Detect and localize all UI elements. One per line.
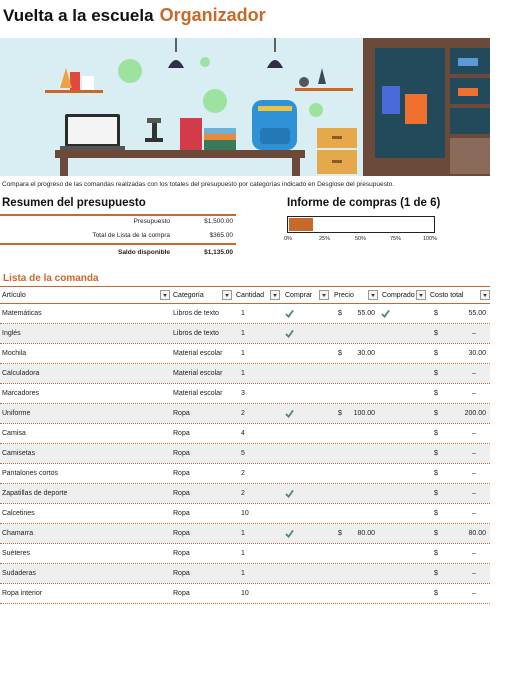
table-row[interactable] [0, 444, 490, 464]
item-cell: Mochila [2, 350, 27, 357]
total-currency: $ [434, 330, 438, 337]
item-cell: Matemáticas [2, 310, 42, 317]
total-currency: $ [434, 570, 438, 577]
qty-cell: 3 [241, 390, 245, 397]
category-cell: Ropa [173, 570, 190, 577]
budget-value: $365.00 [209, 232, 233, 239]
table-row[interactable] [0, 324, 490, 344]
total-cell: – [472, 550, 476, 557]
buy-check-icon[interactable] [285, 309, 294, 318]
balance-label: Saldo disponible [117, 249, 170, 256]
total-cell: – [472, 590, 476, 597]
total-cell: – [472, 430, 476, 437]
total-currency: $ [434, 370, 438, 377]
banner-illustration [0, 38, 490, 176]
item-cell: Sudaderas [2, 570, 36, 577]
price-cell: 100.00 [353, 410, 375, 417]
table-row[interactable] [0, 504, 490, 524]
title-accent: Organizador [159, 5, 266, 25]
total-cell: – [472, 490, 476, 497]
category-cell: Libros de texto [173, 310, 219, 317]
tick-label: 100% [423, 236, 438, 242]
item-cell: Zapatillas de deporte [2, 490, 68, 497]
table-row[interactable] [0, 484, 490, 504]
total-currency: $ [434, 550, 438, 557]
budget-label: Total de Lista de la compra [92, 232, 170, 239]
total-currency: $ [434, 390, 438, 397]
item-cell: Marcadores [2, 390, 39, 397]
report-heading: Informe de compras (1 de 6) [287, 197, 441, 209]
total-cell: 55.00 [468, 310, 486, 317]
total-currency: $ [434, 430, 438, 437]
qty-cell: 1 [241, 370, 245, 377]
price-currency: $ [338, 310, 342, 317]
tick-label: 0% [284, 236, 292, 242]
title-main: Vuelta a la escuela [3, 6, 154, 25]
table-row[interactable] [0, 584, 490, 604]
total-currency: $ [434, 450, 438, 457]
table-row[interactable] [0, 384, 490, 404]
category-cell: Material escolar [173, 350, 223, 357]
category-cell: Ropa [173, 450, 190, 457]
col-header-price: Precio [334, 292, 354, 299]
price-cell: 80.00 [357, 530, 375, 537]
total-cell: – [472, 470, 476, 477]
item-cell: Pantalones cortos [2, 470, 59, 477]
filter-dropdown-qty[interactable] [270, 290, 280, 300]
filter-dropdown-category[interactable] [222, 290, 232, 300]
item-cell: Calculadora [2, 370, 40, 377]
category-cell: Libros de texto [173, 330, 219, 337]
total-cell: 200.00 [464, 410, 486, 417]
qty-cell: 1 [241, 530, 245, 537]
filter-dropdown-price[interactable] [368, 290, 378, 300]
progress-fill [289, 218, 313, 231]
price-cell: 30.00 [357, 350, 375, 357]
page-title [3, 5, 266, 31]
budget-heading: Resumen del presupuesto [2, 197, 146, 209]
orders-rule [0, 286, 490, 287]
table-row[interactable] [0, 404, 490, 424]
total-cell: – [472, 450, 476, 457]
table-row[interactable] [0, 424, 490, 444]
qty-cell: 5 [241, 450, 245, 457]
col-header-qty: Cantidad [236, 292, 265, 299]
col-header-item: Artículo [2, 292, 26, 299]
total-currency: $ [434, 350, 438, 357]
total-currency: $ [434, 310, 438, 317]
col-header-buy: Comprar [285, 292, 313, 299]
table-row[interactable] [0, 304, 490, 324]
bought-check-icon[interactable] [381, 309, 390, 318]
table-row[interactable] [0, 544, 490, 564]
table-header [0, 289, 490, 303]
budget-label: Presupuesto [133, 218, 170, 225]
item-cell: Camisa [2, 430, 26, 437]
item-cell: Calcetines [2, 510, 35, 517]
qty-cell: 2 [241, 470, 245, 477]
category-cell: Ropa [173, 470, 190, 477]
progress-ticks [284, 236, 444, 244]
total-cell: – [472, 510, 476, 517]
total-cell: – [472, 570, 476, 577]
category-cell: Material escolar [173, 370, 223, 377]
balance-value: $1,135.00 [204, 249, 233, 256]
buy-check-icon[interactable] [285, 329, 294, 338]
qty-cell: 10 [241, 590, 249, 597]
category-cell: Ropa [173, 590, 190, 597]
budget-row [0, 218, 236, 230]
buy-check-icon[interactable] [285, 489, 294, 498]
item-cell: Suéteres [2, 550, 31, 557]
table-row[interactable] [0, 344, 490, 364]
filter-dropdown-buy[interactable] [319, 290, 329, 300]
desk-scene-illustration [0, 38, 490, 176]
qty-cell: 1 [241, 310, 245, 317]
category-cell: Ropa [173, 530, 190, 537]
price-cell: 55.00 [357, 310, 375, 317]
qty-cell: 1 [241, 550, 245, 557]
category-cell: Ropa [173, 510, 190, 517]
total-cell: – [472, 330, 476, 337]
tick-label: 75% [390, 236, 402, 242]
col-header-total: Costo total [430, 292, 464, 299]
category-cell: Ropa [173, 430, 190, 437]
tick-label: 50% [355, 236, 367, 242]
col-header-category: Categoría [173, 292, 204, 299]
buy-check-icon[interactable] [285, 409, 294, 418]
total-cell: – [472, 370, 476, 377]
buy-check-icon[interactable] [285, 529, 294, 538]
total-currency: $ [434, 410, 438, 417]
budget-value: $1,500.00 [204, 218, 233, 225]
item-cell: Inglés [2, 330, 21, 337]
item-cell: Uniforme [2, 410, 31, 417]
category-cell: Material escolar [173, 390, 223, 397]
price-currency: $ [338, 530, 342, 537]
qty-cell: 10 [241, 510, 249, 517]
total-currency: $ [434, 490, 438, 497]
qty-cell: 1 [241, 330, 245, 337]
total-currency: $ [434, 590, 438, 597]
filter-dropdown-bought[interactable] [416, 290, 426, 300]
qty-cell: 2 [241, 410, 245, 417]
category-cell: Ropa [173, 410, 190, 417]
total-cell: 80.00 [468, 530, 486, 537]
table-row[interactable] [0, 464, 490, 484]
filter-dropdown-item[interactable] [160, 290, 170, 300]
budget-mid-rule [0, 243, 236, 245]
col-header-bought: Comprado [382, 292, 415, 299]
shopping-progress-bar [287, 216, 435, 233]
filter-dropdown-total[interactable] [480, 290, 490, 300]
total-cell: – [472, 390, 476, 397]
qty-cell: 1 [241, 570, 245, 577]
tick-label: 25% [319, 236, 331, 242]
intro-text: Compara el progreso de las comandas realizadas con los totales del presupuesto por categorías indicado en Desglose del presupuesto. [2, 181, 395, 188]
table-row[interactable] [0, 564, 490, 584]
total-currency: $ [434, 510, 438, 517]
qty-cell: 4 [241, 430, 245, 437]
item-cell: Chamarra [2, 530, 34, 537]
item-cell: Ropa interior [2, 590, 43, 597]
price-currency: $ [338, 350, 342, 357]
price-currency: $ [338, 410, 342, 417]
budget-top-rule [0, 214, 236, 216]
category-cell: Ropa [173, 490, 190, 497]
qty-cell: 1 [241, 350, 245, 357]
table-row[interactable] [0, 364, 490, 384]
table-row[interactable] [0, 524, 490, 544]
category-cell: Ropa [173, 550, 190, 557]
budget-balance-row [0, 249, 236, 261]
qty-cell: 2 [241, 490, 245, 497]
item-cell: Camisetas [2, 450, 36, 457]
total-cell: 30.00 [468, 350, 486, 357]
total-currency: $ [434, 530, 438, 537]
orders-heading: Lista de la comanda [3, 273, 99, 284]
total-currency: $ [434, 470, 438, 477]
